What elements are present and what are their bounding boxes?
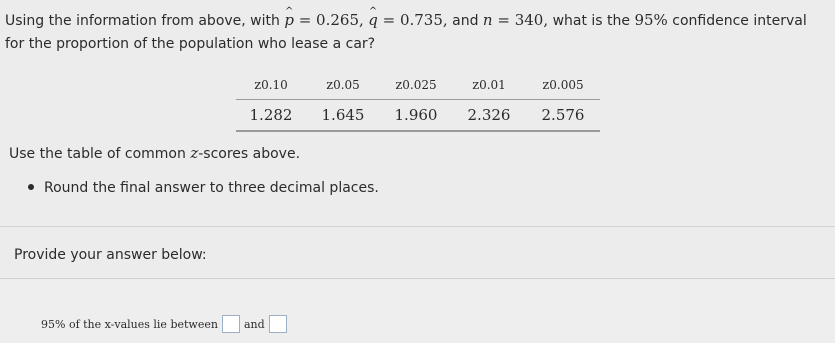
lower-bound-input[interactable] bbox=[222, 315, 240, 333]
z-table-value-row bbox=[236, 100, 600, 132]
upper-bound-input[interactable] bbox=[269, 315, 287, 333]
answer-header bbox=[0, 227, 835, 278]
z-header-0.01: z0.01 bbox=[452, 71, 526, 100]
z-header-0.10: z0.10 bbox=[236, 71, 306, 100]
question-text bbox=[5, 9, 830, 56]
answer-and-label: and bbox=[243, 317, 265, 331]
z-value-0.10: 1.282 bbox=[236, 100, 306, 132]
p-hat-value: = 0.265, bbox=[293, 11, 364, 29]
n-symbol: n bbox=[482, 11, 493, 29]
rounding-text: Round the final answer to three decimal places. bbox=[44, 180, 379, 196]
z-value-0.005: 2.576 bbox=[526, 100, 600, 132]
answer-sentence bbox=[41, 315, 291, 333]
bullet-icon bbox=[28, 184, 34, 190]
z-value-0.025: 1.960 bbox=[380, 100, 452, 132]
z-score-table bbox=[236, 71, 600, 132]
confidence-value: 95% bbox=[634, 11, 668, 29]
z-header-0.05: z0.05 bbox=[306, 71, 380, 100]
z-symbol: z bbox=[190, 144, 199, 162]
q-hat-value: = 0.735, bbox=[377, 11, 448, 29]
z-header-0.005: z0.005 bbox=[526, 71, 600, 100]
z-header-0.025: z0.025 bbox=[380, 71, 452, 100]
and-text: and bbox=[452, 13, 479, 29]
z-table-header-row bbox=[236, 71, 600, 100]
q-hat-expression bbox=[368, 11, 447, 29]
p-hat-expression bbox=[284, 11, 363, 29]
rounding-instruction bbox=[28, 180, 379, 196]
p-hat-symbol: ^ p bbox=[284, 9, 294, 32]
answer-area bbox=[0, 279, 835, 343]
z-value-0.05: 1.645 bbox=[306, 100, 380, 132]
answer-sentence-prefix: 95% of the x-values lie between bbox=[41, 317, 218, 331]
answer-prompt: Provide your answer below: bbox=[14, 247, 207, 263]
question-mid-text: what is the bbox=[552, 13, 631, 29]
n-value: = 340, bbox=[492, 11, 549, 29]
n-expression bbox=[483, 11, 548, 29]
z-value-0.01: 2.326 bbox=[452, 100, 526, 132]
instruction-text: Use the table of common z-scores above. bbox=[9, 144, 301, 162]
q-hat-symbol: ^ q bbox=[368, 9, 378, 32]
question-intro: Using the information from above, with bbox=[5, 13, 280, 29]
question-tail-text: confidence interval for the proportion of the population who lease a car? bbox=[5, 13, 807, 52]
